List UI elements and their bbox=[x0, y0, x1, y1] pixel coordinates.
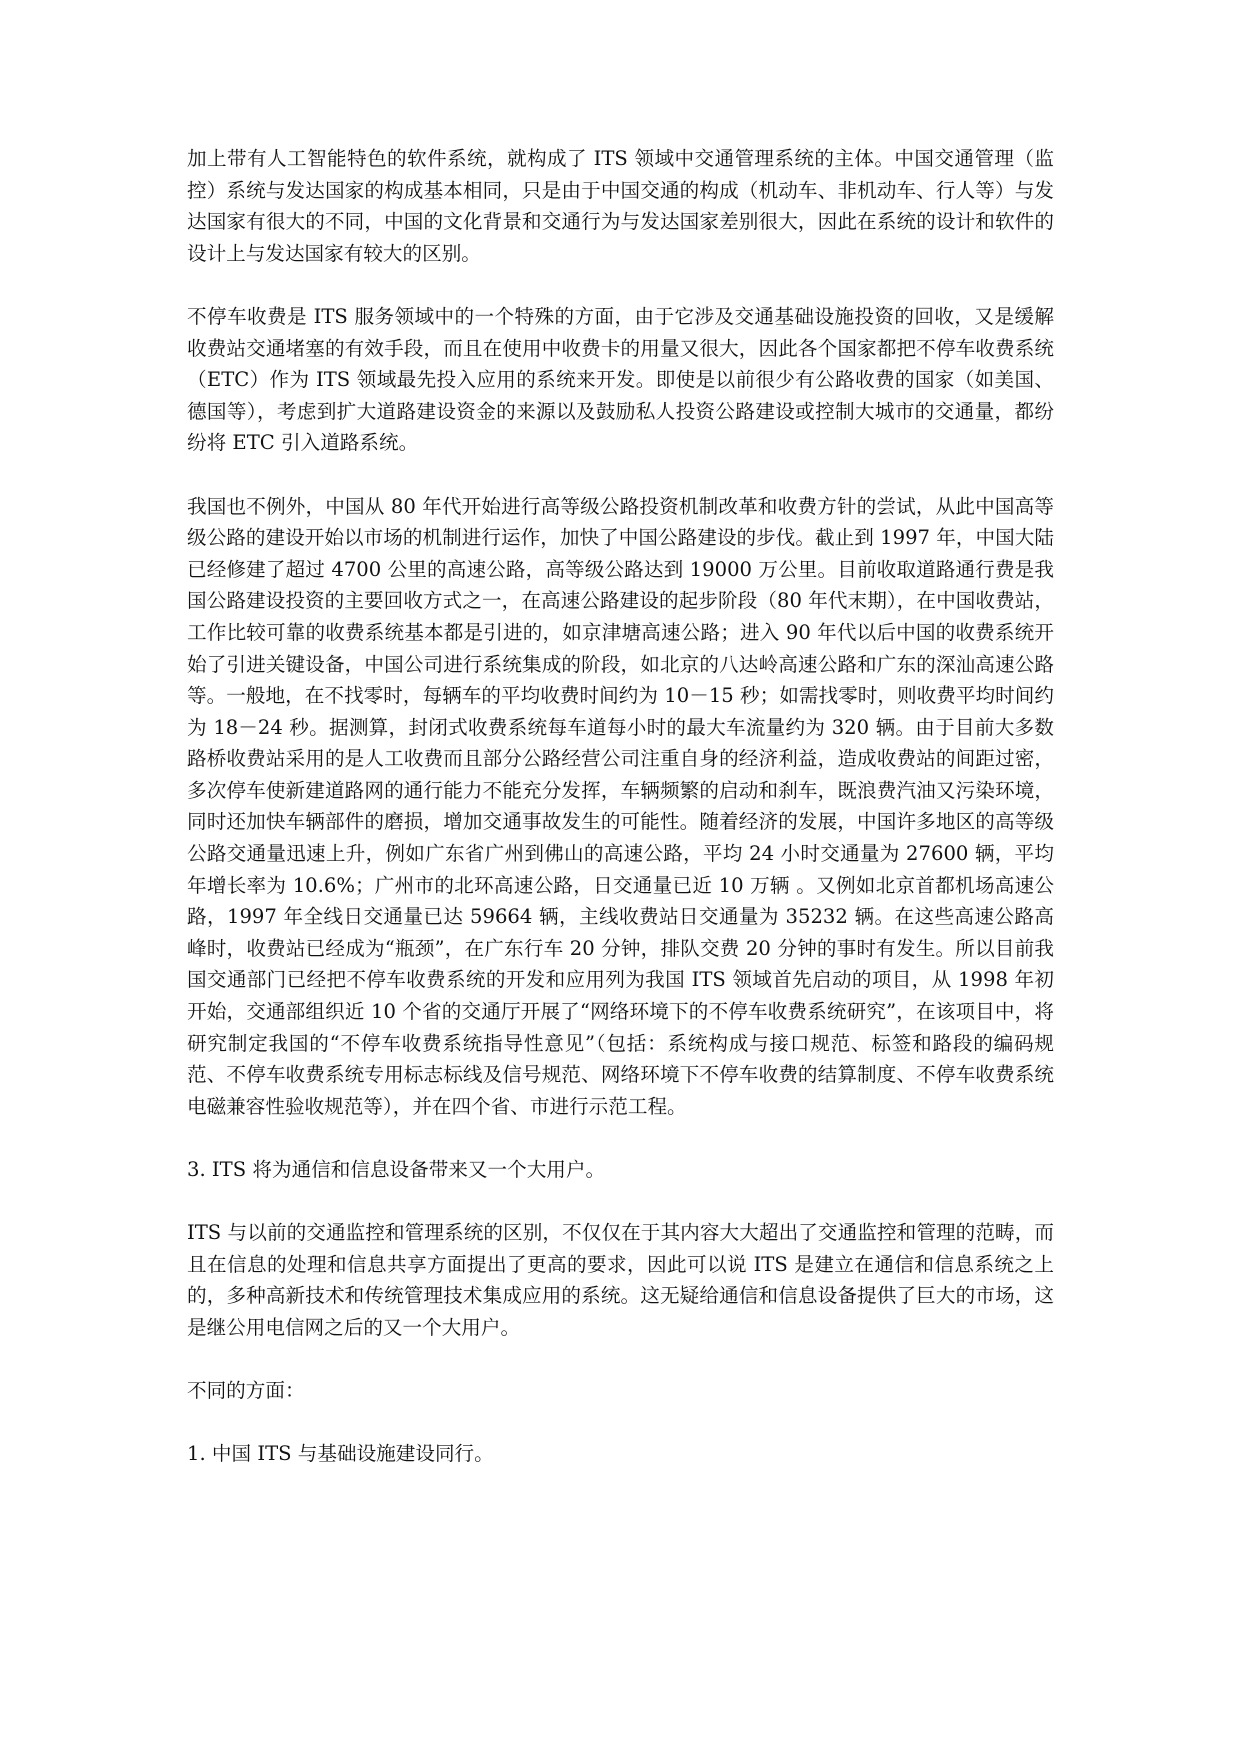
paragraph-etc-overview: 不停车收费是 ITS 服务领域中的一个特殊的方面，由于它涉及交通基础设施投资的回收，又是缓解收费站交通堵塞的有效手段，而且在使用中收费卡的用量又很大，因此各个国家都把不停车收费系统（ETC）作为 ITS 领域最先投入应用的系统来开发。即使是以前很少有公路收费的国家（如美国、德国等），考虑到扩大道路建设资金的来源以及鼓励私人投资公路建设或控制大城市的交通量，都纷纷将 ETC 引入道路系统。 bbox=[187, 304, 1054, 455]
paragraph-differences-label: 不同的方面： bbox=[187, 1379, 305, 1403]
section-heading-3: 3. ITS 将为通信和信息设备带来又一个大用户。 bbox=[187, 1158, 606, 1181]
list-item-1: 1. 中国 ITS 与基础设施建设同行。 bbox=[187, 1442, 494, 1466]
paragraph-its-traffic-management: 加上带有人工智能特色的软件系统，就构成了 ITS 领域中交通管理系统的主体。中国交通管理（监控）系统与发达国家的构成基本相同，只是由于中国交通的构成（机动车、非机动车、行人等）与发达国家有很大的不同，中国的文化背景和交通行为与发达国家差别很大，因此在系统的设计和软件的设计上与发达国家有较大的区别。 bbox=[187, 147, 1054, 265]
paragraph-its-communication: ITS 与以前的交通监控和管理系统的区别，不仅仅在于其内容大大超出了交通监控和管理的范畴，而且在信息的处理和信息共享方面提出了更高的要求，因此可以说 ITS 是建立在通信和信息系统之上的，多种高新技术和传统管理技术集成应用的系统。这无疑给通信和信息设备提供了巨大的市场，这是继公用电信网之后的又一个大用户。 bbox=[187, 1221, 1054, 1339]
paragraph-china-toll-history: 我国也不例外，中国从 80 年代开始进行高等级公路投资机制改革和收费方针的尝试，从此中国高等级公路的建设开始以市场的机制进行运作，加快了中国公路建设的步伐。截止到 1997 年，中国大陆已经修建了超过 4700 公里的高速公路，高等级公路达到 19000 万公里。目前收取道路通行费是我国公路建设投资的主要回收方式之一，在高速公路建设的起步阶段（80 年代末期），在中国收费站，工作比较可靠的收费系统基本都是引进的，如京津塘高速公路；进入 90 年代以后中国的收费系统开始了引进关键设备，中国公司进行系统集成的阶段，如北京的八达岭高速公路和广东的深汕高速公路等。一般地，在不找零时，每辆车的平均收费时间约为 10－15 秒；如需找零时，则收费平均时间约为 18－24 秒。据测算，封闭式收费系统每车道每小时的最大车流量约为 320 辆。由于目前大多数路桥收费站采用的是人工收费而且部分公路经营公司注重自身的经济利益，造成收费站的间距过密，多次停车使新建道路网的通行能力不能充分发挥，车辆频繁的启动和刹车，既浪费汽油又污染环境，同时还加快车辆部件的磨损，增加交通事故发生的可能性。随着经济的发展，中国许多地区的高等级公路交通量迅速上升，例如广东省广州到佛山的高速公路，平均 24 小时交通量为 27600 辆，平均年增长率为 10.6%；广州市的北环高速公路，日交通量已近 10 万辆 。又例如北京首都机场高速公路，1997 年全线日交通量已达 59664 辆，主线收费站日交通量为 35232 辆。在这些高速公路高峰时，收费站已经成为“瓶颈”，在广东行车 20 分钟，排队交费 20 分钟的事时有发生。所以目前我国交通部门已经把不停车收费系统的开发和应用列为我国 ITS 领域首先启动的项目，从 1998 年初开始，交通部组织近 10 个省的交通厅开展了“网络环境下的不停车收费系统研究”，在该项目中，将研究制定我国的“不停车收费系统指导性意见”（包括：系统构成与接口规范、标签和路段的编码规范、不停车收费系统专用标志标线及信号规范、网络环境下不停车收费的结算制度、不停车收费系统电磁兼容性验收规范等），并在四个省、市进行示范工程。 bbox=[187, 494, 1054, 1118]
document-body bbox=[187, 143, 1054, 1502]
